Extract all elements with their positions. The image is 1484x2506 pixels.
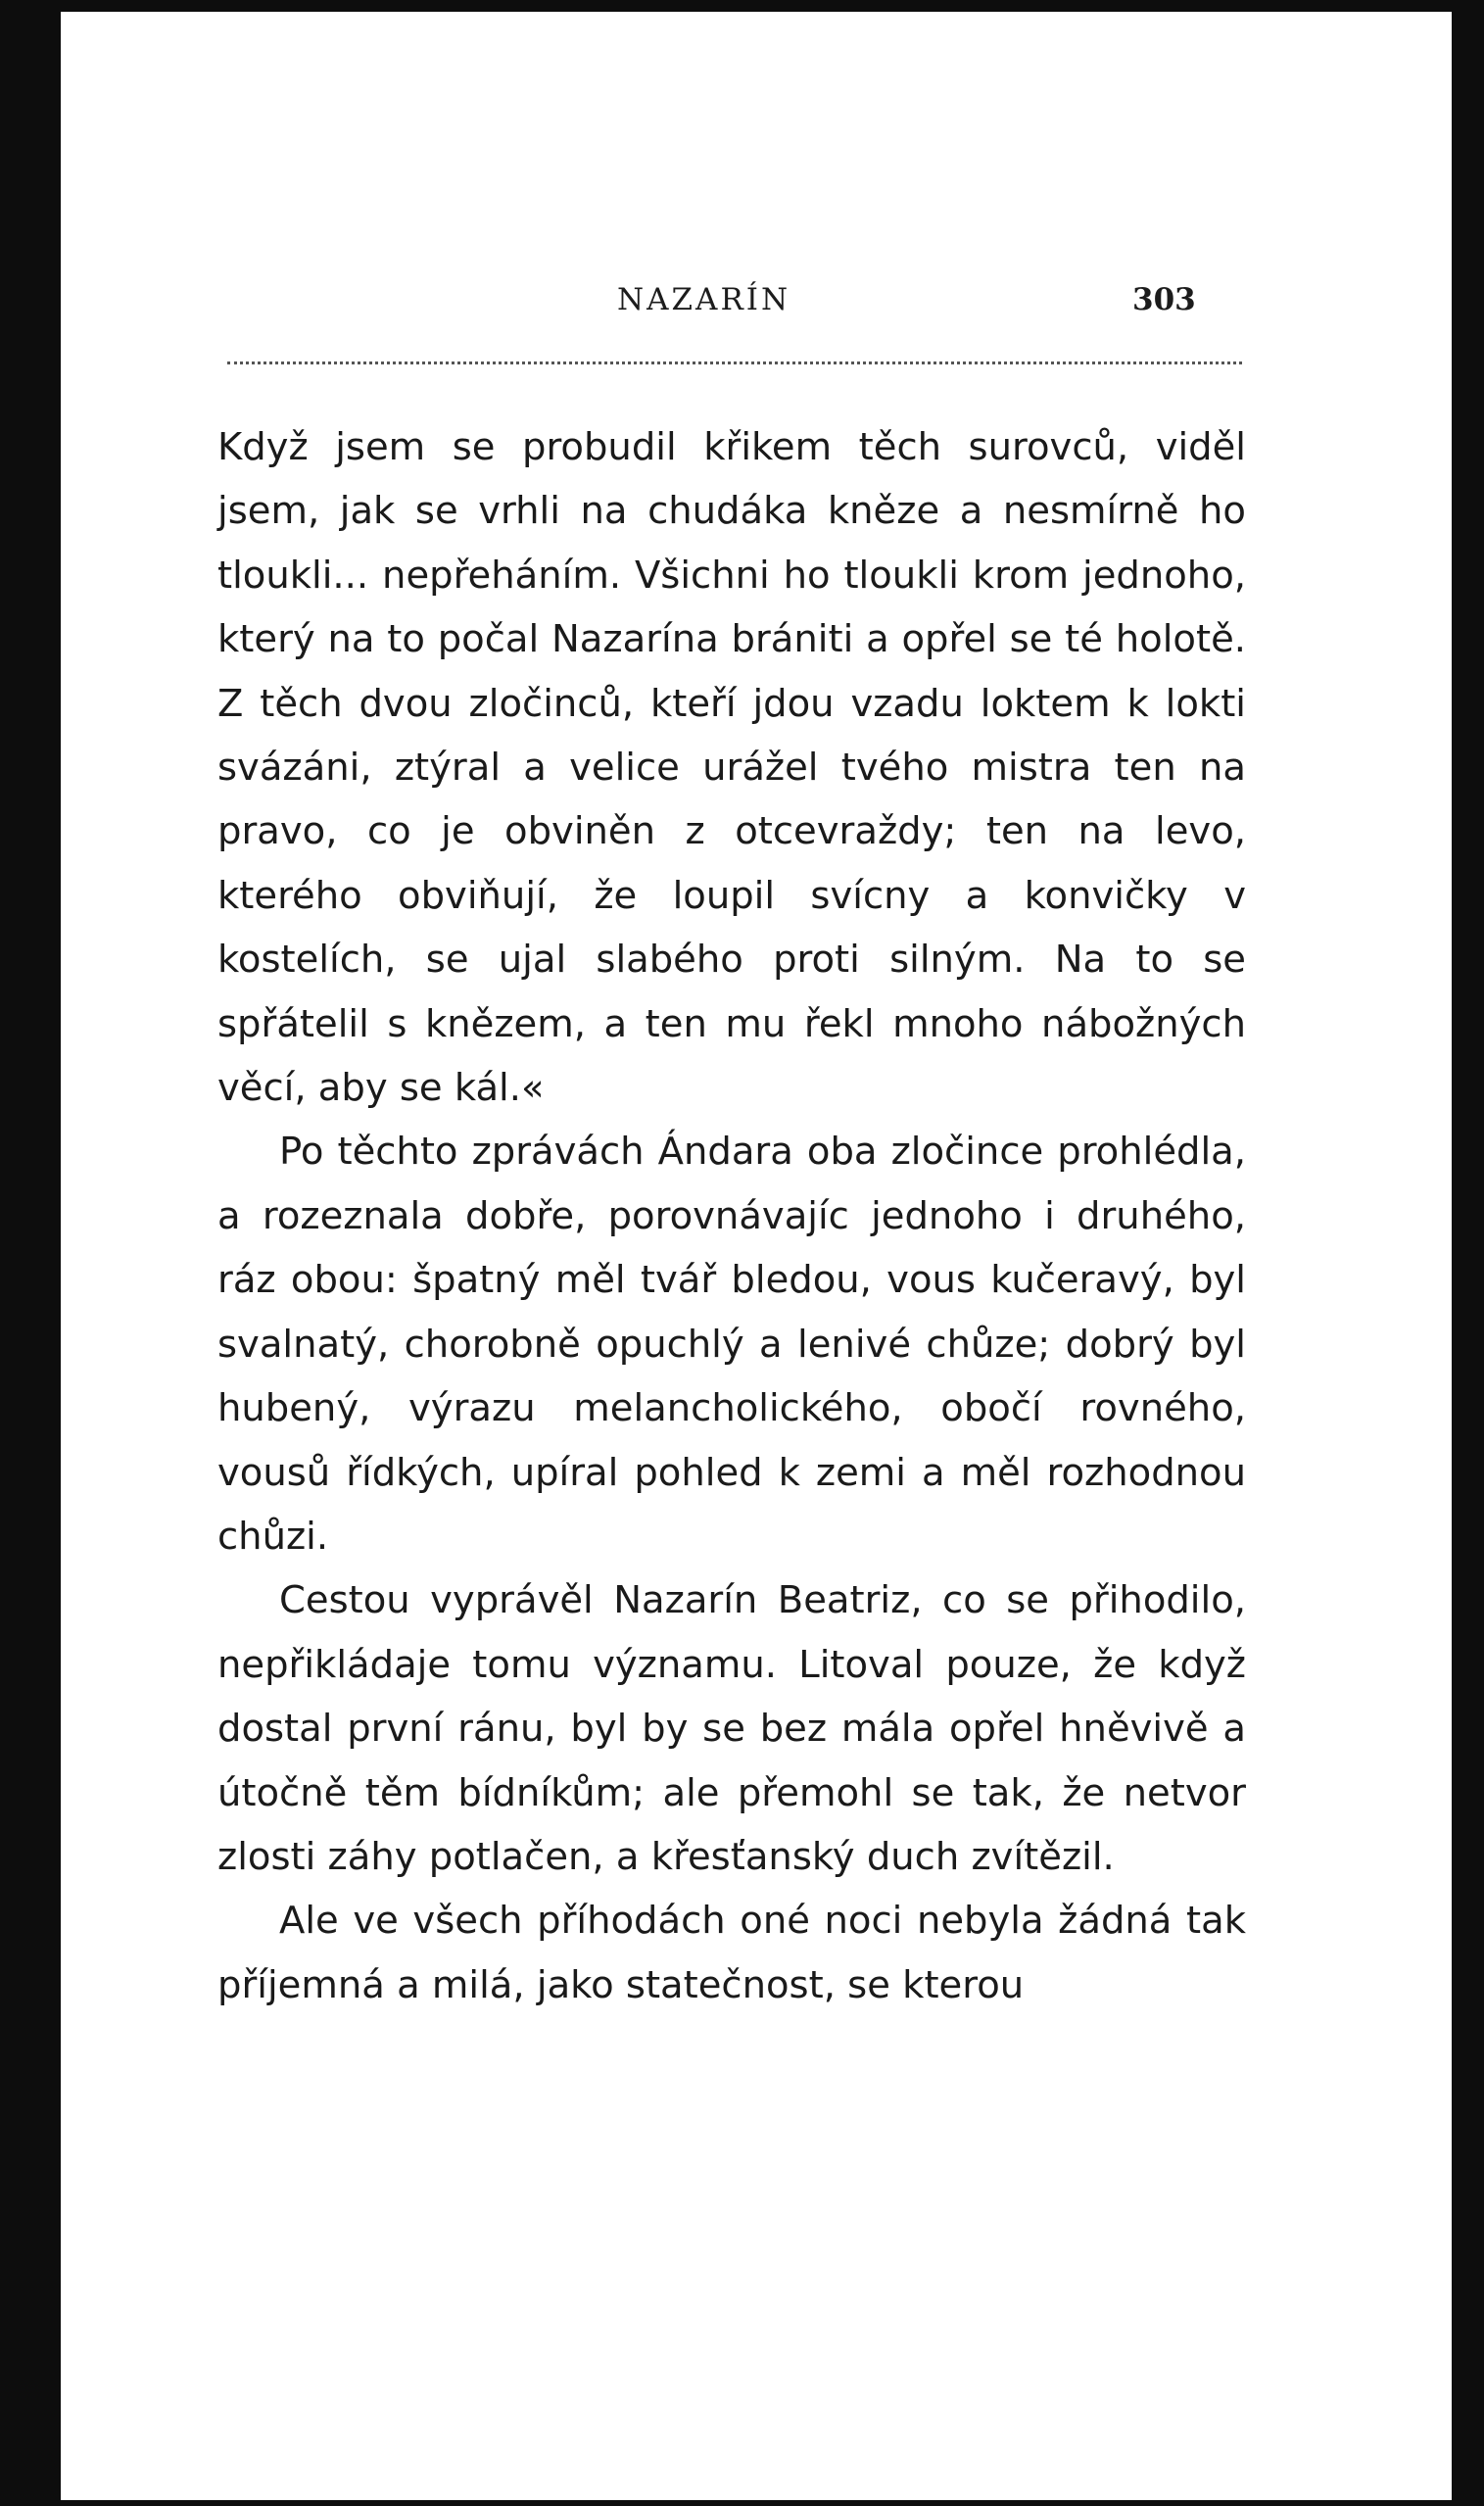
paragraph: Ale ve všech příhodách oné noci nebyla žádná tak příjemná a milá, jako statečnost, se kterou (217, 1899, 1246, 2007)
page-header (61, 282, 1452, 331)
header-divider (227, 361, 1242, 364)
book-page (61, 12, 1452, 2500)
page-number: 303 (1132, 282, 1196, 317)
running-title: NAZARÍN (617, 282, 791, 317)
body-text (217, 415, 1246, 2017)
paragraph: Cestou vyprávěl Nazarín Beatriz, co se přihodilo, nepřikládaje tomu významu. Litoval pouze, že když dostal první ránu, byl by se bez mála opřel hněvivě a útočně těm bídníkům; ale přemohl se tak, že netvor zlosti záhy potlačen, a křesťanský duch zvítězil. (217, 1578, 1246, 1879)
paragraph: Po těchto zprávách Ándara oba zločince prohlédla, a rozeznala dobře, porovnávajíc jednoho i druhého, ráz obou: špatný měl tvář bledou, vous kučeravý, byl svalnatý, chorobně opuchlý a lenivé chůze; dobrý byl hubený, výrazu melancholického, obočí rovného, vousů řídkých, upíral pohled k zemi a měl rozhodnou chůzi. (217, 1130, 1246, 1559)
paragraph: Když jsem se probudil křikem těch surovců, viděl jsem, jak se vrhli na chudáka kněze a nesmírně ho tloukli... nepřeháním. Všichni ho tloukli krom jednoho, který na to počal Nazarína brániti a opřel se té holotě. Z těch dvou zločinců, kteří jdou vzadu loktem k lokti svázáni, ztýral a velice urážel tvého mistra ten na pravo, co je obviněn z otcevraždy; ten na levo, kterého obviňují, že loupil svícny a konvičky v kostelích, se ujal slabého proti silným. Na to se spřátelil s knězem, a ten mu řekl mnoho nábožných věcí, aby se kál.« (217, 425, 1246, 1111)
